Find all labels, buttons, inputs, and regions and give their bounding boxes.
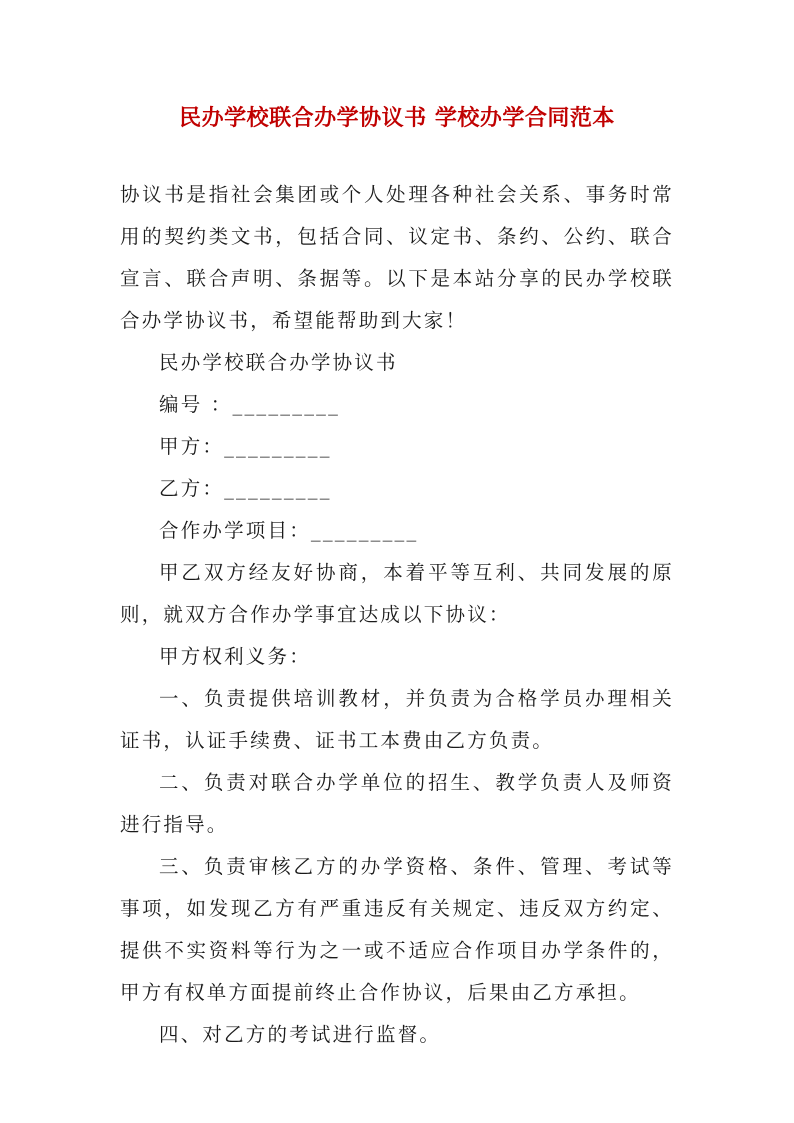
agreement-heading: 民办学校联合办学协议书 xyxy=(159,351,398,374)
intro-paragraph: 协议书是指社会集团或个人处理各种社会关系、事务时常用的契约类文书，包括合同、议定书、条约、公约、联合宣言、联合声明、条据等。以下是本站分享的民办学校联合办学协议书，希望能帮助到大家！ xyxy=(120,183,674,332)
clause-4: 四、对乙方的考试进行监督。 xyxy=(159,1023,442,1046)
document-title: 民办学校联合办学协议书 学校办学合同范本 xyxy=(179,105,615,131)
project-field: 合作办学项目：_________ xyxy=(159,519,419,542)
clause-3: 三、负责审核乙方的办学资格、条件、管理、考试等事项，如发现乙方有严重违反有关规定、违反双方约定、提供不实资料等行为之一或不适应合作项目办学条件的，甲方有权单方面提前终止合作协议，后果由乙方承担。 xyxy=(120,855,674,1004)
party-b-field: 乙方：_________ xyxy=(159,477,332,500)
party-a-section-heading: 甲方权利义务： xyxy=(159,645,311,668)
clause-2: 二、负责对联合办学单位的招生、教学负责人及师资进行指导。 xyxy=(120,771,674,836)
contract-number-field: 编号 ：_________ xyxy=(159,393,341,416)
party-a-field: 甲方：_________ xyxy=(159,435,332,458)
clause-1: 一、负责提供培训教材，并负责为合格学员办理相关证书，认证手续费、证书工本费由乙方负责。 xyxy=(120,687,674,752)
preamble-paragraph: 甲乙双方经友好协商，本着平等互利、共同发展的原则，就双方合作办学事宜达成以下协议： xyxy=(120,561,674,626)
document-body xyxy=(120,174,674,1056)
